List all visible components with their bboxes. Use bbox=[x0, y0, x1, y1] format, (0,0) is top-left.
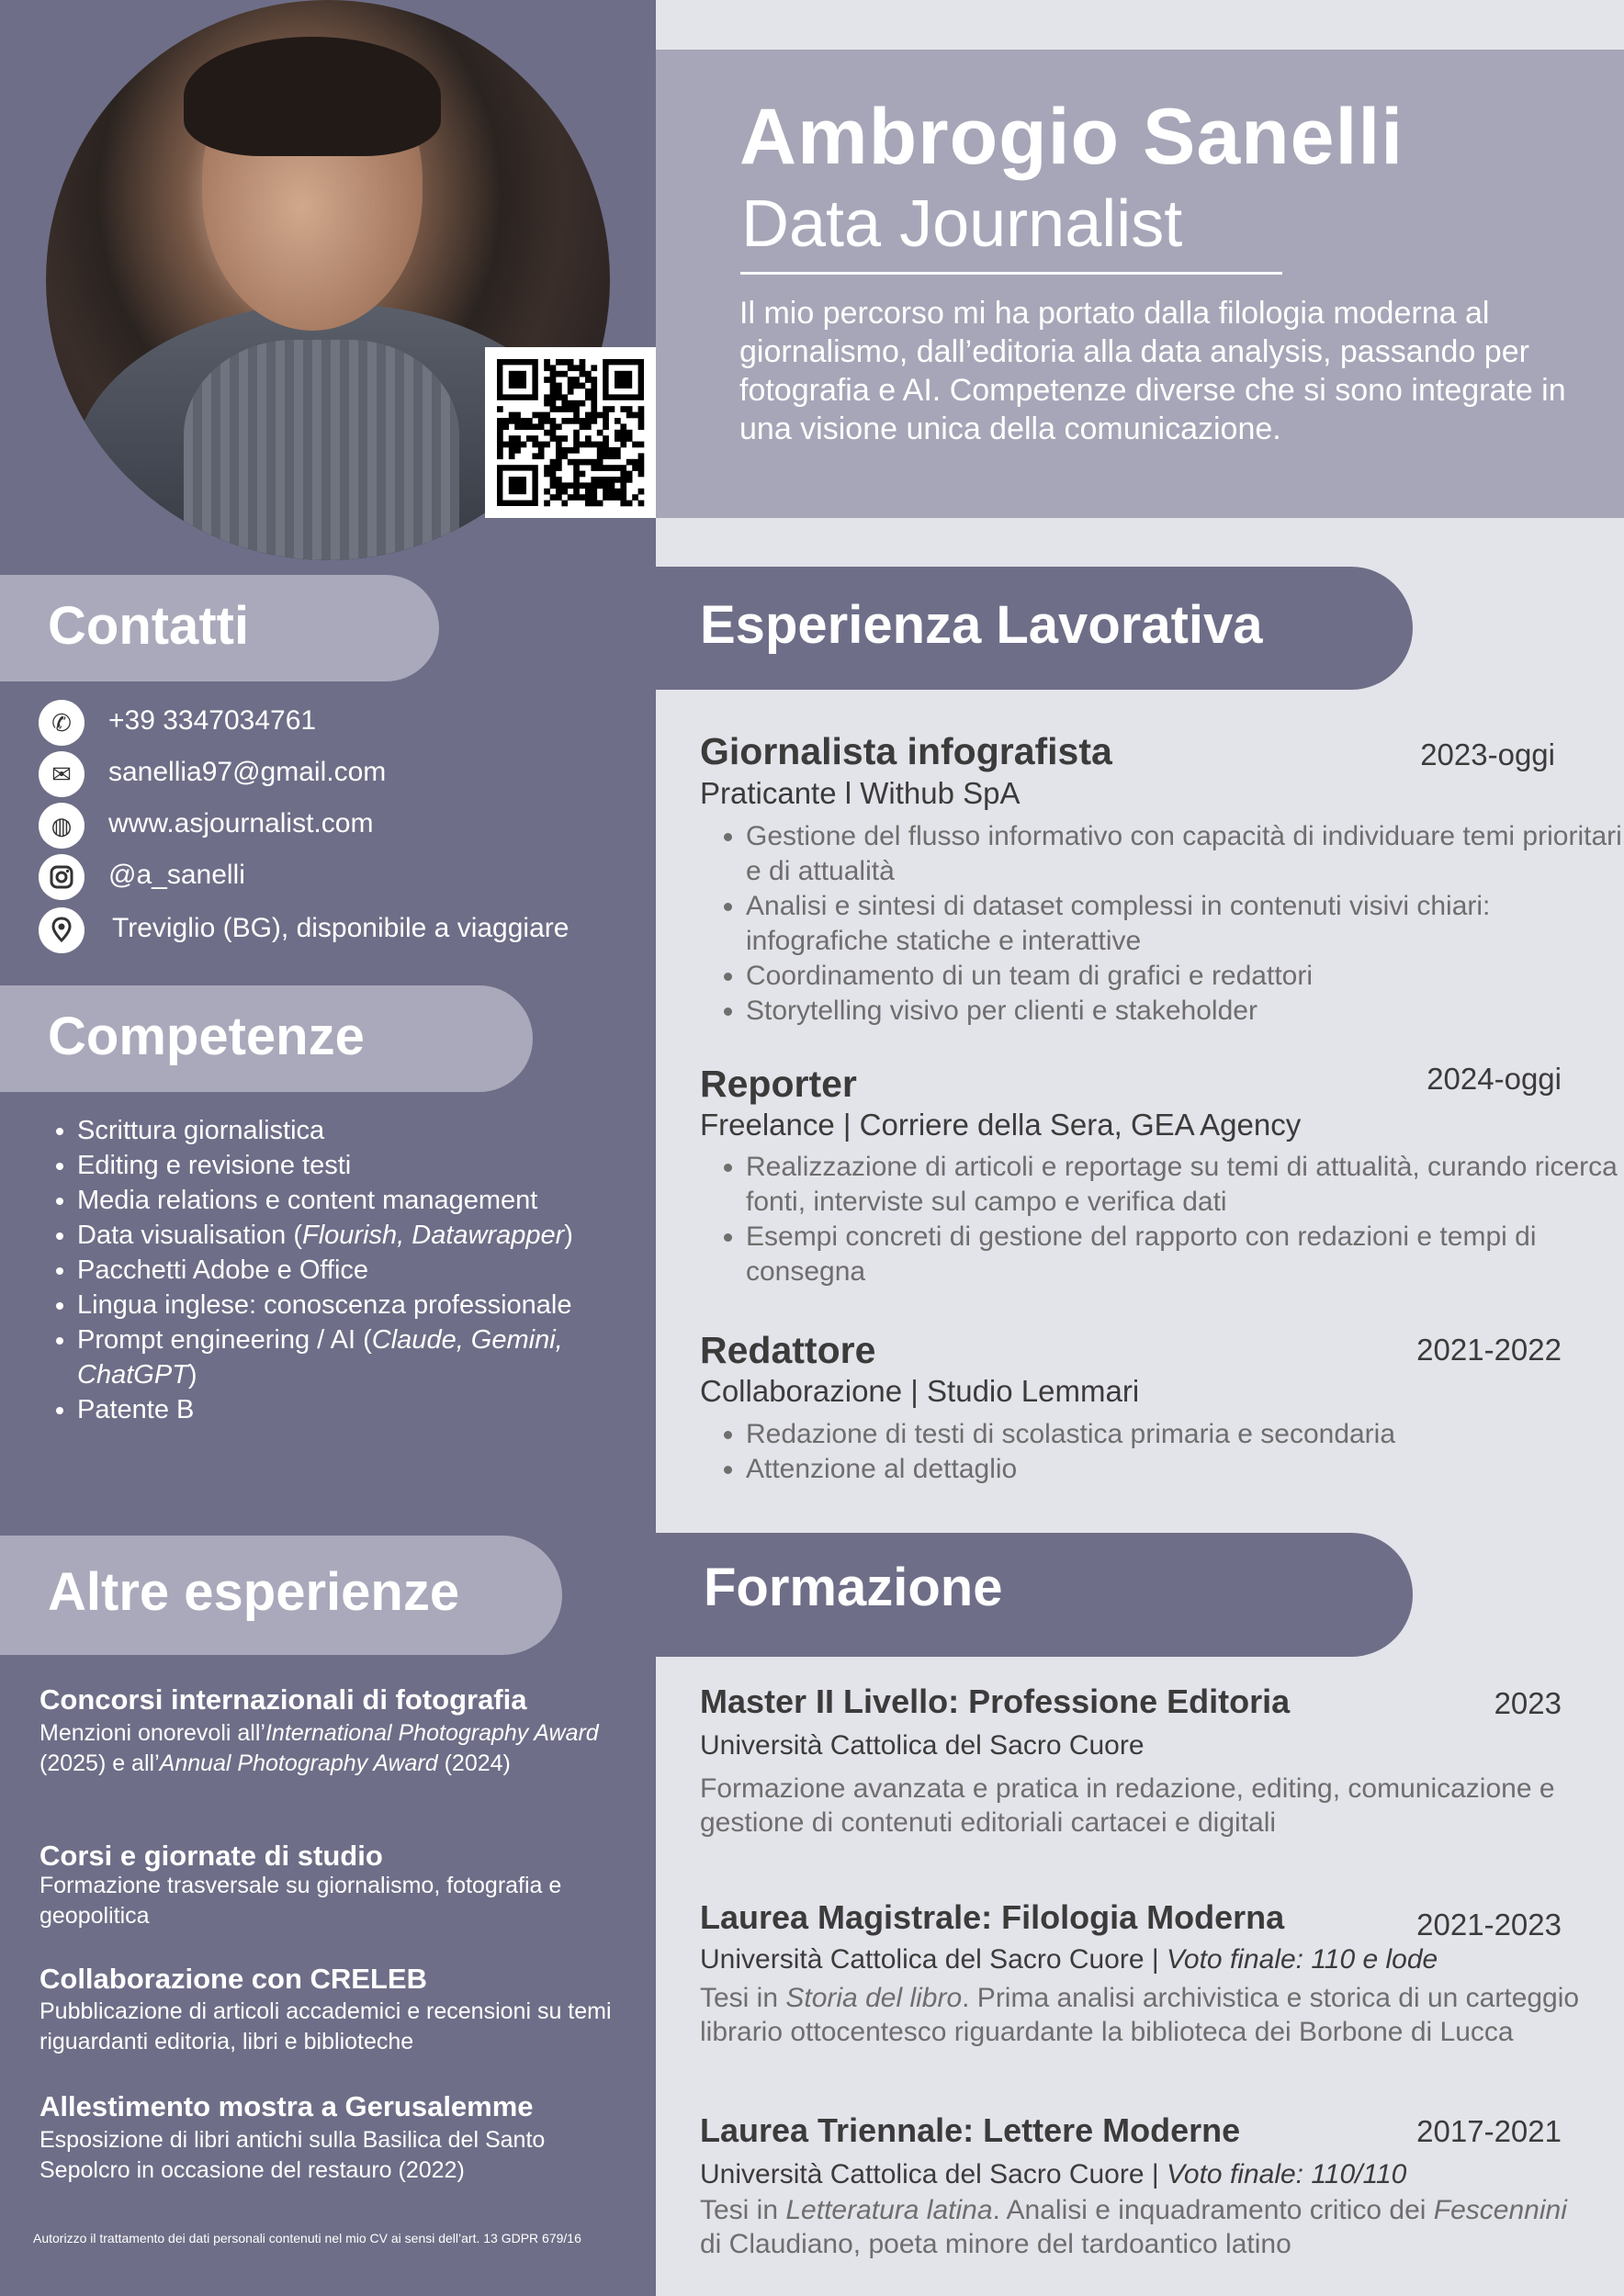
candidate-name: Ambrogio Sanelli bbox=[739, 93, 1404, 181]
contacts-title: Contatti bbox=[48, 596, 250, 656]
education-header bbox=[656, 1533, 1413, 1657]
role-divider bbox=[740, 272, 1282, 275]
mail-icon: ✉ bbox=[39, 751, 85, 797]
skill-item: • Scrittura giornalistica bbox=[77, 1113, 665, 1148]
skill-item: • Data visualisation (Flourish, Datawrapper) bbox=[77, 1218, 665, 1253]
job-bullet: • Storytelling visivo per clienti e stakeholder bbox=[746, 994, 1624, 1029]
job-bullet: • Gestione del flusso informativo con capacità di individuare temi prioritari e di attualità bbox=[746, 819, 1624, 889]
job-bullet: • Esempi concreti di gestione del rapporto con redazioni e tempi di consegna bbox=[746, 1220, 1624, 1289]
other-item-desc: Menzioni onorevoli all’International Photography Award (2025) e all’Annual Photography Award (2024) bbox=[39, 1720, 599, 1776]
other-item-desc: Formazione trasversale su giornalismo, fotografia e geopolitica bbox=[39, 1873, 562, 1929]
job-bullet: • Analisi e sintesi di dataset complessi in contenuti visivi chiari: infografiche statiche e interattive bbox=[746, 889, 1624, 959]
other-item-desc: Esposizione di libri antichi sulla Basilica del Santo Sepolcro in occasione del restauro (2022) bbox=[39, 2127, 546, 2183]
skill-item: • Prompt engineering / AI (Claude, Gemini, ChatGPT) bbox=[77, 1322, 665, 1392]
education-title-item: Laurea Magistrale: Filologia Moderna bbox=[700, 1898, 1285, 1936]
education-title-item: Master II Livello: Professione Editoria bbox=[700, 1683, 1291, 1720]
location-icon bbox=[39, 907, 85, 953]
contact-website-text: www.asjournalist.com bbox=[108, 808, 374, 838]
education-university: Università Cattolica del Sacro Cuore | Voto finale: 110/110 bbox=[700, 2159, 1407, 2189]
education-years: 2021-2023 bbox=[1416, 1908, 1562, 1941]
job-bullet: • Realizzazione di articoli e reportage su temi di attualità, curando ricerca fonti, interviste sul campo e verifica dati bbox=[746, 1150, 1624, 1220]
skill-item: • Editing e revisione testi bbox=[77, 1148, 665, 1183]
other-item-desc: Pubblicazione di articoli accademici e recensioni su temi riguardanti editoria, libri e biblioteche bbox=[39, 1998, 612, 2054]
contact-instagram-text: @a_sanelli bbox=[108, 860, 245, 890]
skill-item: • Pacchetti Adobe e Office bbox=[77, 1253, 665, 1288]
education-university: Università Cattolica del Sacro Cuore bbox=[700, 1730, 1145, 1761]
job-title: Redattore bbox=[700, 1329, 876, 1371]
skill-item: • Media relations e content management bbox=[77, 1183, 665, 1218]
job-bullets bbox=[700, 1150, 1624, 1289]
job-bullets bbox=[700, 1417, 1624, 1487]
skills-title: Competenze bbox=[48, 1007, 365, 1066]
education-title: Formazione bbox=[704, 1558, 1003, 1617]
skill-item: • Patente B bbox=[77, 1392, 665, 1427]
skills-list bbox=[44, 1113, 665, 1427]
qr-code[interactable] bbox=[485, 347, 656, 518]
contact-phone-text: +39 3347034761 bbox=[108, 705, 317, 736]
job-bullet: • Coordinamento di un team di grafici e redattori bbox=[746, 959, 1624, 994]
job-company: Praticante l Withub SpA bbox=[700, 776, 1021, 810]
instagram-icon bbox=[39, 854, 85, 900]
skill-item: • Lingua inglese: conoscenza professionale bbox=[77, 1288, 665, 1322]
job-bullet: • Redazione di testi di scolastica primaria e secondaria bbox=[746, 1417, 1624, 1452]
other-item-heading: Collaborazione con CRELEB bbox=[39, 1963, 427, 1995]
job-company: Freelance | Corriere della Sera, GEA Agency bbox=[700, 1108, 1302, 1142]
globe-icon: ◍ bbox=[39, 803, 85, 849]
experience-title: Esperienza Lavorativa bbox=[700, 595, 1263, 655]
job-years: 2024-oggi bbox=[1427, 1062, 1562, 1096]
contacts-header bbox=[0, 575, 439, 681]
education-years: 2017-2021 bbox=[1416, 2114, 1562, 2148]
contact-email-text: sanellia97@gmail.com bbox=[108, 757, 387, 787]
candidate-role: Data Journalist bbox=[741, 187, 1183, 261]
other-item-heading: Allestimento mostra a Gerusalemme bbox=[39, 2090, 534, 2122]
other-title: Altre esperienze bbox=[48, 1562, 460, 1622]
job-title: Reporter bbox=[700, 1063, 857, 1105]
other-item-heading: Concorsi internazionali di fotografia bbox=[39, 1683, 527, 1716]
phone-icon: ✆ bbox=[39, 700, 85, 746]
privacy-note: Autorizzo il trattamento dei dati personali contenuti nel mio CV ai sensi dell’art. 13 GDPR 679/16 bbox=[33, 2231, 581, 2245]
experience-header bbox=[656, 567, 1413, 690]
job-years: 2021-2022 bbox=[1416, 1333, 1562, 1367]
job-years: 2023-oggi bbox=[1420, 737, 1555, 771]
skills-header bbox=[0, 985, 533, 1092]
job-bullets bbox=[700, 819, 1624, 1029]
job-title: Giornalista infografista bbox=[700, 730, 1112, 772]
education-desc: Formazione avanzata e pratica in redazione, editing, comunicazione e gestione di contenuti editoriali cartacei e digitali bbox=[700, 1773, 1555, 1838]
job-company: Collaborazione | Studio Lemmari bbox=[700, 1374, 1140, 1408]
education-years: 2023 bbox=[1494, 1686, 1562, 1720]
education-university: Università Cattolica del Sacro Cuore | Voto finale: 110 e lode bbox=[700, 1944, 1438, 1975]
other-header bbox=[0, 1536, 562, 1655]
intro-text: Il mio percorso mi ha portato dalla filologia moderna al giornalismo, dall’editoria alla data analysis, passando per fotografia e AI. Competenze diverse che si sono integrate in una visione unica della comunicazione. bbox=[739, 296, 1566, 446]
education-desc: Tesi in Letteratura latina. Analisi e inquadramento critico dei Fescennini di Claudiano, poeta minore del tardoantico latino bbox=[700, 2195, 1567, 2259]
contact-location-text: Treviglio (BG), disponibile a viaggiare bbox=[112, 913, 570, 943]
education-desc: Tesi in Storia del libro. Prima analisi archivistica e storica di un carteggio librario ottocentesco riguardante la biblioteca dei Borbone di Lucca bbox=[700, 1983, 1580, 2047]
other-item-heading: Corsi e giornate di studio bbox=[39, 1840, 383, 1872]
job-bullet: • Attenzione al dettaglio bbox=[746, 1452, 1624, 1487]
education-title-item: Laurea Triennale: Lettere Moderne bbox=[700, 2111, 1241, 2149]
